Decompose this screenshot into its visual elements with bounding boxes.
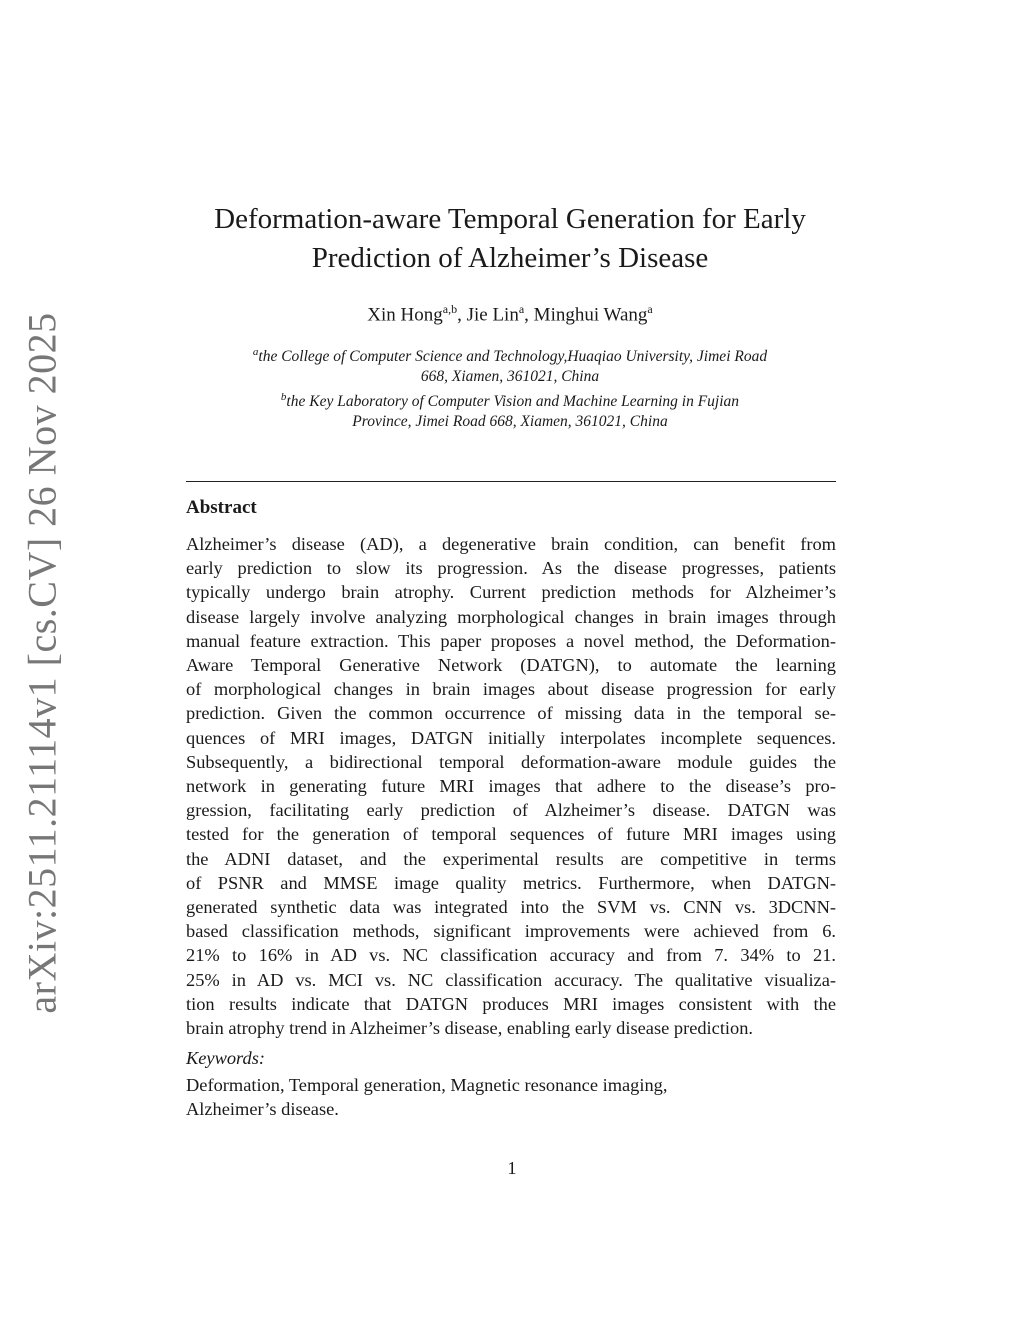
abstract-heading: Abstract [186, 497, 257, 518]
abstract-divider [186, 481, 836, 482]
affiliation-text: the College of Computer Science and Technology,Huaqiao University, Jimei Road [258, 348, 768, 366]
affiliations [160, 342, 860, 432]
author-name: Jie Lin [466, 304, 519, 326]
affiliation-marker: a [252, 346, 259, 358]
paper-title [160, 200, 860, 278]
author-name: Minghui Wang [533, 304, 648, 326]
abstract-line: disease largely involve analyzing morphological changes in brain images through [186, 606, 836, 627]
abstract-line: typically undergo brain atrophy. Current prediction methods for Alzheimer’s [186, 582, 836, 603]
abstract-line: prediction. Given the common occurrence of missing data in the temporal se- [186, 703, 836, 724]
abstract-line: of morphological changes in brain images about disease progression for early [186, 679, 836, 700]
abstract-line: Subsequently, a bidirectional temporal deformation-aware module guides the [186, 751, 836, 772]
arxiv-identifier-stamp: arXiv:2511.21114v1 [cs.CV] 26 Nov 2025 [19, 312, 65, 1014]
abstract-line: of PSNR and MMSE image quality metrics. Furthermore, when DATGN- [186, 872, 836, 893]
affiliation-marker: b [280, 391, 287, 404]
keywords-line: Deformation, Temporal generation, Magnetic resonance imaging, [186, 1075, 668, 1095]
title-line: Deformation-aware Temporal Generation for Early [214, 203, 806, 235]
abstract-line: quences of MRI images, DATGN initially interpolates incomplete sequences. [186, 727, 836, 748]
abstract-line: Alzheimer’s disease (AD), a degenerative brain condition, can benefit from [186, 534, 836, 554]
affiliation-text: the Key Laboratory of Computer Vision and Machine Learning in Fujian [286, 393, 740, 411]
keywords-label: Keywords: [186, 1048, 266, 1068]
author-affiliation-marker: a [647, 302, 653, 316]
keywords-line: Alzheimer’s disease. [186, 1099, 339, 1120]
affiliation-line [160, 342, 860, 367]
keywords-list [186, 1073, 836, 1121]
abstract-line: tested for the generation of temporal sequences of future MRI images using [186, 824, 836, 845]
author-separator: , [524, 304, 534, 326]
abstract-line: based classification methods, significant improvements were achieved from 6. [186, 921, 836, 942]
abstract-line: brain atrophy trend in Alzheimer’s disease, enabling early disease prediction. [186, 1018, 754, 1039]
affiliation-line: 668, Xiamen, 361021, China [420, 368, 600, 386]
page-number: 1 [507, 1158, 517, 1178]
abstract-line: early prediction to slow its progression. As the disease progresses, patients [186, 558, 836, 579]
abstract-line: 21% to 16% in AD vs. NC classification accuracy and from 7. 34% to 21. [186, 945, 836, 966]
affiliation-line: Province, Jimei Road 668, Xiamen, 361021, China [352, 413, 668, 431]
abstract-line: manual feature extraction. This paper proposes a novel method, the Deformation- [186, 630, 836, 651]
abstract-body [186, 532, 836, 1040]
author-list [160, 302, 860, 326]
abstract-line: the ADNI dataset, and the experimental results are competitive in terms [186, 848, 836, 869]
affiliation-line [160, 387, 860, 412]
abstract-line: Aware Temporal Generative Network (DATGN), to automate the learning [186, 655, 836, 676]
author-separator: , [457, 304, 467, 326]
author-affiliation-marker: a [518, 302, 525, 316]
author-affiliation-marker: a,b [442, 302, 458, 316]
author-name: Xin Hong [367, 304, 443, 326]
abstract-line: 25% in AD vs. MCI vs. NC classification accuracy. The qualitative visualiza- [186, 969, 836, 990]
abstract-line: network in generating future MRI images that adhere to the disease’s pro- [186, 776, 836, 797]
abstract-line: gression, facilitating early prediction of Alzheimer’s disease. DATGN was [186, 800, 836, 821]
title-line: Prediction of Alzheimer’s Disease [311, 242, 709, 274]
abstract-line: generated synthetic data was integrated into the SVM vs. CNN vs. 3DCNN- [186, 897, 836, 918]
abstract-line: tion results indicate that DATGN produces MRI images consistent with the [186, 993, 836, 1014]
